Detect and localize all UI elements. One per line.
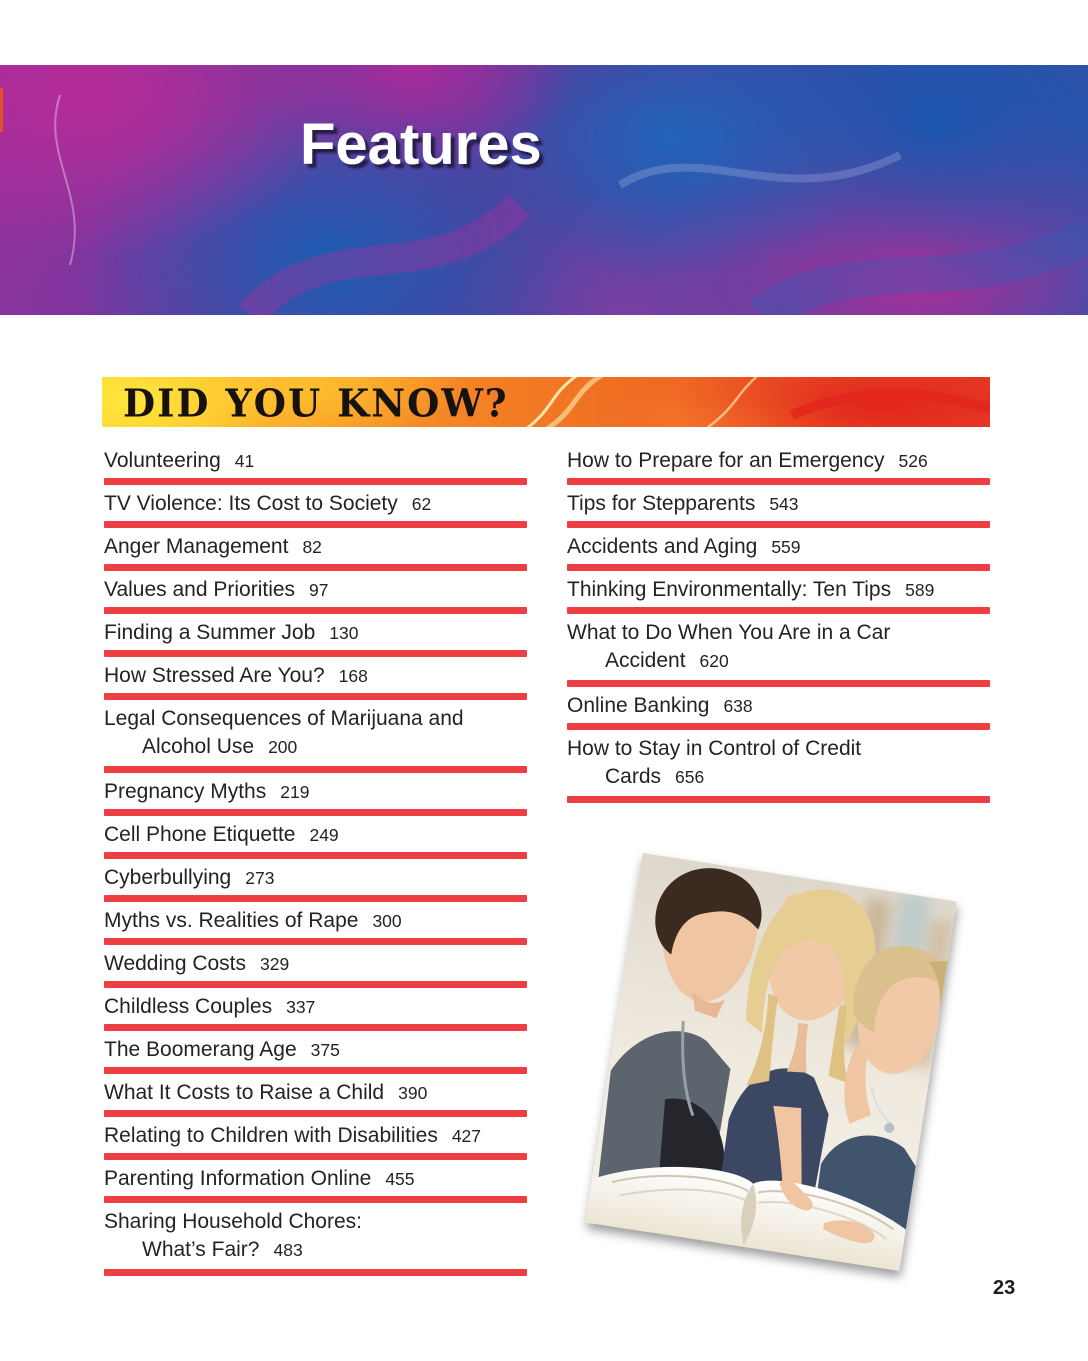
toc-item-page-number: 526 [898, 451, 928, 471]
toc-item-title-continued: Alcohol Use [142, 735, 255, 758]
toc-item-title: The Boomerang Age [104, 1038, 297, 1061]
toc-item [567, 693, 990, 730]
toc-item [104, 620, 527, 657]
toc-item-title: Cyberbullying [104, 866, 232, 889]
toc-item-page-number: 249 [309, 825, 339, 845]
toc-item-page-number: 200 [268, 737, 298, 757]
toc-item [104, 1080, 527, 1117]
did-you-know-banner [102, 377, 990, 427]
toc-item-title: How to Stay in Control of Credit [567, 737, 862, 760]
toc-item-title: Finding a Summer Job [104, 621, 316, 644]
toc-item [567, 577, 990, 614]
toc-item-title: Myths vs. Realities of Rape [104, 909, 359, 932]
divider-rule [104, 564, 527, 571]
toc-item-page-number: 130 [329, 623, 359, 643]
page-title: Features [300, 112, 542, 177]
divider-rule [104, 478, 527, 485]
divider-rule [567, 521, 990, 528]
divider-rule [104, 1153, 527, 1160]
toc-item [104, 577, 527, 614]
toc-item [104, 951, 527, 988]
toc-item-page-number: 329 [260, 954, 290, 974]
toc-item [104, 491, 527, 528]
divider-rule [104, 1269, 527, 1276]
divider-rule [104, 607, 527, 614]
divider-rule [567, 607, 990, 614]
toc-item-page-number: 168 [338, 666, 368, 686]
toc-item-title: Legal Consequences of Marijuana and [104, 707, 464, 730]
toc-item-title: Tips for Stepparents [567, 492, 756, 515]
did-you-know-title: DID YOU KNOW? [123, 380, 509, 426]
toc-item-page-number: 620 [699, 651, 729, 671]
divider-rule [104, 1067, 527, 1074]
toc-item-title: Values and Priorities [104, 578, 296, 601]
divider-rule [104, 1196, 527, 1203]
toc-item-page-number: 273 [245, 868, 275, 888]
toc-item-title: Pregnancy Myths [104, 780, 267, 803]
toc-item-title: Volunteering [104, 449, 221, 472]
divider-rule [104, 650, 527, 657]
toc-item [104, 779, 527, 816]
divider-rule [567, 796, 990, 803]
divider-rule [567, 564, 990, 571]
toc-item [104, 663, 527, 700]
toc-item-page-number: 82 [302, 537, 322, 557]
features-column-left [104, 448, 527, 1282]
toc-item-title: Online Banking [567, 694, 710, 717]
toc-item-title: Wedding Costs [104, 952, 247, 975]
toc-item-title: What to Do When You Are in a Car [567, 621, 891, 644]
divider-rule [567, 680, 990, 687]
toc-item-title: TV Violence: Its Cost to Society [104, 492, 398, 515]
toc-item-title: Anger Management [104, 535, 289, 558]
toc-item [104, 1209, 527, 1276]
divider-rule [567, 478, 990, 485]
toc-item-title: Parenting Information Online [104, 1167, 372, 1190]
divider-rule [104, 895, 527, 902]
photo-students-reading [585, 853, 956, 1271]
page-number: 23 [993, 1277, 1016, 1299]
left-edge-tab [0, 88, 3, 132]
toc-item [567, 448, 990, 485]
toc-item [104, 865, 527, 902]
toc-item-page-number: 337 [286, 997, 316, 1017]
toc-item-page-number: 375 [310, 1040, 340, 1060]
divider-rule [104, 693, 527, 700]
toc-item [104, 448, 527, 485]
divider-rule [104, 521, 527, 528]
toc-item [567, 534, 990, 571]
divider-rule [104, 766, 527, 773]
toc-item [104, 1037, 527, 1074]
toc-item-page-number: 589 [905, 580, 935, 600]
toc-item-page-number: 62 [411, 494, 432, 514]
toc-item [104, 994, 527, 1031]
toc-item-title-continued: What’s Fair? [142, 1238, 260, 1261]
toc-item-title: What It Costs to Raise a Child [104, 1081, 385, 1104]
toc-item-page-number: 390 [398, 1083, 428, 1103]
toc-item-page-number: 455 [385, 1169, 415, 1189]
toc-item-page-number: 656 [675, 767, 705, 787]
toc-item-page-number: 97 [309, 580, 329, 600]
toc-item-page-number: 427 [451, 1126, 482, 1146]
divider-rule [104, 938, 527, 945]
divider-rule [567, 723, 990, 730]
toc-item [567, 491, 990, 528]
toc-item [104, 1166, 527, 1203]
toc-item [104, 706, 527, 773]
toc-item-page-number: 543 [769, 494, 799, 514]
toc-item-title-continued: Accident [605, 649, 686, 672]
toc-item-title: Childless Couples [104, 995, 273, 1018]
toc-item-page-number: 483 [273, 1240, 303, 1260]
toc-item [104, 908, 527, 945]
toc-item-title: Thinking Environmentally: Ten Tips [567, 578, 892, 601]
toc-item [104, 822, 527, 859]
divider-rule [104, 981, 527, 988]
toc-item-page-number: 638 [723, 696, 753, 716]
header-swirl-band [0, 65, 1088, 315]
toc-item-title: How Stressed Are You? [104, 664, 325, 687]
toc-item [104, 1123, 527, 1160]
toc-item [567, 736, 990, 803]
swirl-decoration [0, 65, 1088, 315]
toc-item-title: Relating to Children with Disabilities [104, 1124, 438, 1147]
toc-item-title-continued: Cards [605, 765, 662, 788]
toc-item-title: Accidents and Aging [567, 535, 758, 558]
divider-rule [104, 809, 527, 816]
toc-item-page-number: 300 [372, 911, 402, 931]
toc-item-page-number: 559 [771, 537, 801, 557]
toc-item-title: Cell Phone Etiquette [104, 823, 296, 846]
divider-rule [104, 1110, 527, 1117]
photo-illustration [585, 853, 956, 1271]
toc-item-page-number: 219 [280, 782, 310, 802]
toc-item-title: Sharing Household Chores: [104, 1210, 362, 1233]
divider-rule [104, 1024, 527, 1031]
toc-item [104, 534, 527, 571]
toc-item-page-number: 41 [234, 451, 255, 471]
toc-item-title: How to Prepare for an Emergency [567, 449, 885, 472]
toc-item [567, 620, 990, 687]
divider-rule [104, 852, 527, 859]
